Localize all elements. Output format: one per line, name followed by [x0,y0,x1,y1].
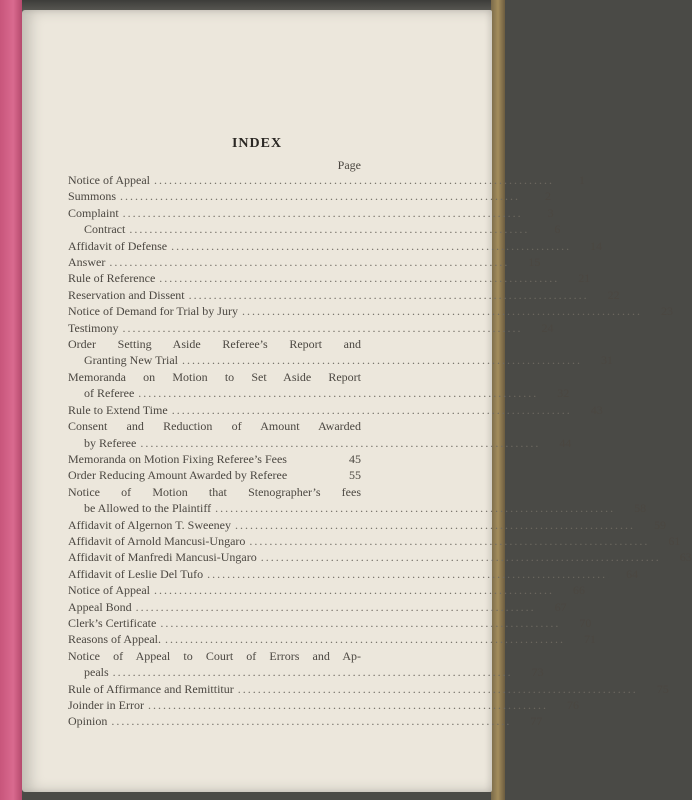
book-cover-edge [0,0,22,800]
index-entry-title: Testimony [68,320,119,335]
index-entry-page: 77 [530,714,543,729]
index-entry-page: 75 [656,681,669,696]
index-entry-page: 73 [531,665,544,680]
dot-leader: ................................................................................ [138,386,539,401]
index-entry [68,270,591,286]
index-entry-title: Reasons of Appeal. [68,632,161,647]
dot-leader: ................................................................................ [234,517,635,532]
dot-leader: ................................................................................ [153,583,554,598]
index-entry [68,484,647,517]
dot-leader: ................................................................................ [122,320,523,335]
index-entry-page: 3 [547,205,554,220]
index-list [68,172,692,730]
dot-leader: ................................................................................ [160,615,561,630]
index-entry [68,254,541,270]
dot-leader: ................................................................................ [109,255,510,270]
index-entry-title-line1: Consent and Reduction of Amount Awarded [68,419,361,434]
index-entry [68,303,673,319]
dot-leader: ................................................................................ [207,566,608,581]
index-entry [68,713,543,729]
index-entry-page: 1 [578,173,585,187]
index-entry [68,533,681,549]
index-entry [68,205,554,221]
index-entry-title: peals [84,665,109,680]
index-entry-page: 2 [545,189,552,204]
index-entry [68,615,592,631]
index-entry [68,549,692,565]
index-entry-title-line1: Memoranda on Motion to Set Aside Report [68,369,361,384]
index-entry-title: Reservation and Dissent [68,287,185,302]
index-entry-title: Order Reducing Amount Awarded by Referee [68,468,288,483]
index-entry-title: Affidavit of Defense [68,238,168,253]
index-entry-title: Affidavit of Leslie Del Tufo [68,566,204,581]
dot-leader: ................................................................................ [188,287,589,302]
dot-leader: ................................................................................ [135,599,536,614]
index-entry [68,648,544,681]
index-entry-title: Affidavit of Algernon T. Sweeney [68,517,231,532]
index-entry-title: be Allowed to the Plaintiff [84,501,212,516]
index-entry-page: 59 [653,517,666,532]
index-entry-title-line1: Notice of Motion that Stenographer’s fees [68,484,361,499]
index-entry-title: Notice of Appeal [68,583,150,598]
index-entry [68,582,585,598]
dot-leader: ................................................................................ [249,533,650,548]
index-entry-page: 14 [590,238,603,253]
index-entry [68,631,596,647]
index-heading: INDEX [231,136,283,151]
index-entry-page: 70 [579,615,592,630]
dot-leader: ................................................................................ [241,304,642,319]
index-entry-page: 24 [541,320,554,335]
dot-leader: ................................................................................ [164,632,565,647]
index-entry-page: 23 [660,304,673,319]
index-entry-page: 21 [578,271,591,286]
index-entry-page: 32 [557,386,570,401]
dot-leader: ................................................................................ [147,698,548,712]
index-entry [68,402,603,418]
index-entry-title-line1: Order Setting Aside Referee’s Report and [68,337,361,352]
index-entry-title: Rule to Extend Time [68,402,168,417]
index-entry [68,566,639,582]
dot-leader: ................................................................................ [111,714,512,729]
index-entry [68,681,669,697]
index-entry-page: 66 [572,583,585,598]
index-entry-title: Affidavit of Manfredi Mancusi-Ungaro [68,550,257,565]
index-entry [68,369,570,402]
index-entry-page: 6 [554,222,561,237]
index-entry-page: 15 [528,255,541,270]
dot-leader: ................................................................................ [215,501,616,516]
index-entry-title: Appeal Bond [68,599,132,614]
index-entry [68,188,552,204]
dot-leader: ................................................................................ [129,222,530,237]
dot-leader: ................................................................................ [140,435,541,450]
index-entry-page: 44 [559,435,572,450]
index-entry [68,320,554,336]
index-entry-title: Clerk’s Certificate [68,615,157,630]
index-entry [68,697,579,713]
index-entry-page: 76 [566,698,579,712]
page-column-label: Page [337,158,361,172]
index-entry-title: Joinder in Error [68,698,144,712]
index-entry-title: Contract [84,222,126,237]
index-entry-title: Memoranda on Motion Fixing Referee’s Fees [68,451,287,466]
dot-leader: ................................................................................ [120,189,521,204]
index-entry-page: 58 [634,501,647,516]
index-entry-title: Opinion [68,714,108,729]
index-entry [68,599,567,615]
dot-leader: ................................................................................ [171,402,572,417]
dot-leader: ................................................................................ [237,681,638,696]
index-entry-title: Affidavit of Arnold Mancusi-Ungaro [68,533,246,548]
index-entry [68,418,572,451]
dot-leader: ................................................................................ [260,550,661,565]
index-entry-title: Granting New Trial [84,353,178,368]
index-entry-page: 43 [590,402,603,417]
index-entry [68,451,361,467]
index-entry-title: Summons [68,189,117,204]
index-entry [68,467,361,483]
index-entry [68,238,603,254]
dot-leader: ................................................................................ [159,271,560,286]
index-entry-page: 45 [349,451,361,466]
dot-leader: ................................................................................ [171,238,572,253]
index-entry [68,221,561,237]
index-entry-page: 22 [607,287,620,302]
index-entry-page: 55 [349,468,361,483]
index-entry [68,287,620,303]
dot-leader: ................................................................................ [122,205,523,220]
dot-leader: ................................................................................ [112,665,513,680]
index-entry-title: by Referee [84,435,137,450]
index-entry-title-line1: Notice of Appeal to Court of Errors and Ap- [68,648,361,663]
index-entry-page: 61 [668,533,681,548]
index-entry [68,336,613,369]
index-entry-page: 64 [626,566,639,581]
index-entry-title: Rule of Affirmance and Remittitur [68,681,234,696]
index-entry-page: 63 [679,550,692,565]
index-entry [68,172,585,188]
book-page [22,10,692,792]
dot-leader: ................................................................................ [153,173,554,187]
index-entry-title: of Referee [84,386,135,401]
index-entry-title: Answer [68,255,106,270]
index-entry-title: Complaint [68,205,119,220]
index-entry-page: 71 [583,632,596,647]
index-entry-title: Notice of Demand for Trial by Jury [68,304,238,319]
dot-leader: ................................................................................ [182,353,582,368]
index-entry-title: Rule of Reference [68,271,156,286]
index-entry-page: 31 [601,353,613,368]
index-entry [68,517,666,533]
index-entry-title: Notice of Appeal [68,173,150,187]
index-entry-page: 67 [554,599,567,614]
